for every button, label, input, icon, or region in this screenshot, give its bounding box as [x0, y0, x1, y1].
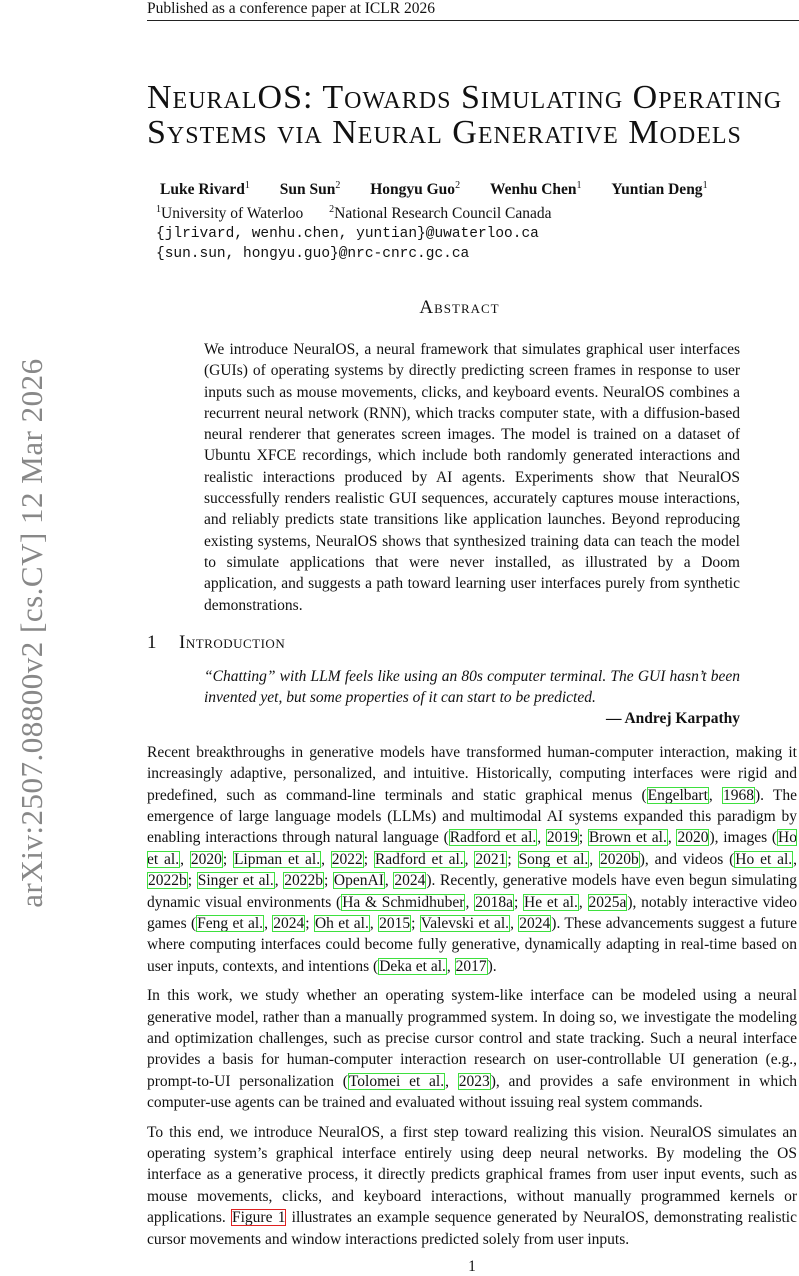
citation-link[interactable]: He et al.	[524, 893, 578, 911]
citation-link[interactable]: Brown et al.	[588, 829, 667, 847]
page-number: 1	[468, 1258, 476, 1276]
citation-link[interactable]: 2024	[519, 915, 551, 932]
running-header: Published as a conference paper at ICLR 2026	[147, 0, 799, 21]
citation-link[interactable]: Lipman et al.	[233, 850, 321, 868]
citation-link[interactable]: 2022b	[148, 872, 187, 890]
paper-title	[147, 80, 799, 150]
author-names	[160, 176, 734, 200]
title-line-2: Systems via Neural Generative Models	[147, 114, 742, 151]
author: Yuntian Deng$^1$	[611, 180, 708, 199]
section-title: Introduction	[179, 631, 286, 653]
citation-link[interactable]: Tolomei et al.	[348, 1072, 445, 1090]
author: Hongyu Guo$^2$	[370, 180, 461, 199]
citation-link[interactable]: Engelbart	[647, 786, 708, 804]
citation-link[interactable]: Singer et al.	[197, 872, 274, 890]
citation-link[interactable]: 2023	[458, 1072, 490, 1090]
citation-link[interactable]: Oh et al.	[314, 915, 369, 932]
citation-link[interactable]: 2020	[190, 850, 222, 868]
citation-link[interactable]: 2021	[475, 850, 507, 868]
citation-link[interactable]: 2019	[546, 829, 578, 847]
citation-link[interactable]: Deka et al.	[379, 957, 446, 975]
section-heading	[147, 632, 799, 654]
citation-link[interactable]: 2022	[331, 850, 363, 868]
abstract-heading: Abstract	[419, 297, 500, 318]
citation-link[interactable]: 2015	[379, 915, 411, 932]
author: Wenhu Chen$^1$	[489, 180, 582, 199]
author-block	[156, 176, 734, 264]
email-line-2: {sun.sun, hongyu.guo}@nrc-cnrc.gc.ca	[156, 246, 470, 263]
citation-link[interactable]: 2022b	[284, 872, 323, 890]
arxiv-identifier[interactable]: arXiv:2507.08800v2 [cs.CV] 12 Mar 2026	[14, 358, 49, 908]
citation-link[interactable]: Radford et al.	[449, 829, 537, 847]
affiliations: $^1$University of Waterloo $^2$National Research Council Canada	[156, 204, 552, 223]
email-line-1: {jlrivard, wenhu.chen, yuntian}@uwaterloo.ca	[156, 226, 539, 243]
epigraph-author: — Andrej Karpathy	[605, 710, 740, 728]
citation-link[interactable]: OpenAI	[333, 872, 384, 890]
title-line-1: NeuralOS: Towards Simulating Operating	[147, 79, 783, 116]
citation-link[interactable]: Radford et al.	[374, 850, 464, 868]
citation-link[interactable]: Feng et al.	[197, 915, 264, 932]
citation-link[interactable]: 2017	[455, 957, 487, 975]
paragraph: To this end, we introduce NeuralOS, a first step toward realizing this vision. NeuralOS simulates an operating system’s graphical interface entirely using deep neural networks. By modeling the OS interface as a generative process, it directly predicts graphical frames from user input events, such as mouse movements, clicks, and keyboard interactions, without manually programmed kernels or applications. Figure 1 illustrates an example sequence generated by NeuralOS, demonstrating realistic cursor movements and window interactions predicted solely from user inputs.	[147, 1123, 797, 1248]
citation-link[interactable]: Ha & Schmidhuber	[342, 893, 465, 911]
epigraph-quote: “Chatting” with LLM feels like using an 80s computer terminal. The GUI hasn’t been invented yet, but some properties of it can start to be predicted.	[204, 667, 740, 707]
citation-link[interactable]: 2020b	[600, 850, 639, 868]
paragraph: Recent breakthroughs in generative models have transformed human-computer interaction, making it increasingly adaptive, personalized, and intuitive. Historically, computing interfaces were rigid and predefined, such as command-line terminals and static graphical menus (Engelbart, 1968). The emergence of large language models (LLMs) and multimodal AI systems expanded this paradigm by enabling interactions through natural language (Radford et al., 2019; Brown et al., 2020), images (Ho et al., 2020; Lipman et al., 2022; Radford et al., 2021; Song et al., 2020b), and videos (Ho et al., 2022b; Singer et al., 2022b; OpenAI, 2024). Recently, generative models have even begun simulating dynamic visual environments (Ha & Schmidhuber, 2018a; He et al., 2025a), notably interactive video games (Feng et al., 2024; Oh et al., 2015; Valevski et al., 2024). These advancements suggest a future where computing interfaces could become fully generative, dynamically adapting in real-time based on user inputs, contexts, and intentions (Deka et al., 2017).	[147, 743, 798, 975]
citation-link[interactable]: Ho et al.	[147, 829, 797, 868]
citation-link[interactable]: 2024	[273, 915, 305, 932]
abstract-text: We introduce NeuralOS, a neural framework that simulates graphical user interfaces (GUIs) of operating systems by directly predicting screen frames in response to user inputs such as mouse movements, clicks, and keyboard events. NeuralOS combines a recurrent neural network (RNN), which tracks computer state, with a diffusion-based neural renderer that generates screen images. The model is trained on a dataset of Ubuntu XFCE recordings, which include both randomly generated interactions and realistic interactions produced by AI agents. Experiments show that NeuralOS successfully renders realistic GUI sequences, accurately captures mouse interactions, and reliably predicts state transitions like application launches. Beyond reproducing existing systems, NeuralOS shows that synthesized training data can teach the model to simulate applications that were never installed, as illustrated by a Doom application, and suggests a path toward learning user interfaces purely from synthetic demonstrations.	[204, 341, 740, 614]
author: Luke Rivard$^1$	[160, 180, 250, 199]
section-number: 1	[147, 631, 157, 653]
citation-link[interactable]: 2025a	[588, 893, 627, 911]
author: Sun Sun$^2$	[279, 180, 341, 199]
main-flow	[0, 297, 799, 1276]
figure-reference-link[interactable]: Figure 1	[232, 1209, 286, 1227]
citation-link[interactable]: Ho et al.	[735, 850, 793, 868]
citation-link[interactable]: 2024	[394, 872, 426, 890]
citation-link[interactable]: 2020	[677, 829, 709, 847]
introduction-body	[147, 742, 797, 1250]
citation-link[interactable]: 2018a	[475, 893, 513, 911]
paragraph: In this work, we study whether an operating system-like interface can be modeled using a neural generative model, rather than a manually programmed system. In doing so, we investigate the modeling and optimization challenges, such as precise cursor control and state tracking. Such a neural interface provides a basis for human-computer interaction research on user-controllable UI generation (e.g., prompt-to-UI personalization (Tolomei et al., 2023), and provides a safe environment in which computer-use agents can be trained and evaluated without issuing real system commands.	[147, 987, 798, 1112]
citation-link[interactable]: Song et al.	[518, 850, 589, 868]
citation-link[interactable]: 1968	[722, 786, 754, 804]
citation-link[interactable]: Valevski et al.	[420, 915, 510, 932]
